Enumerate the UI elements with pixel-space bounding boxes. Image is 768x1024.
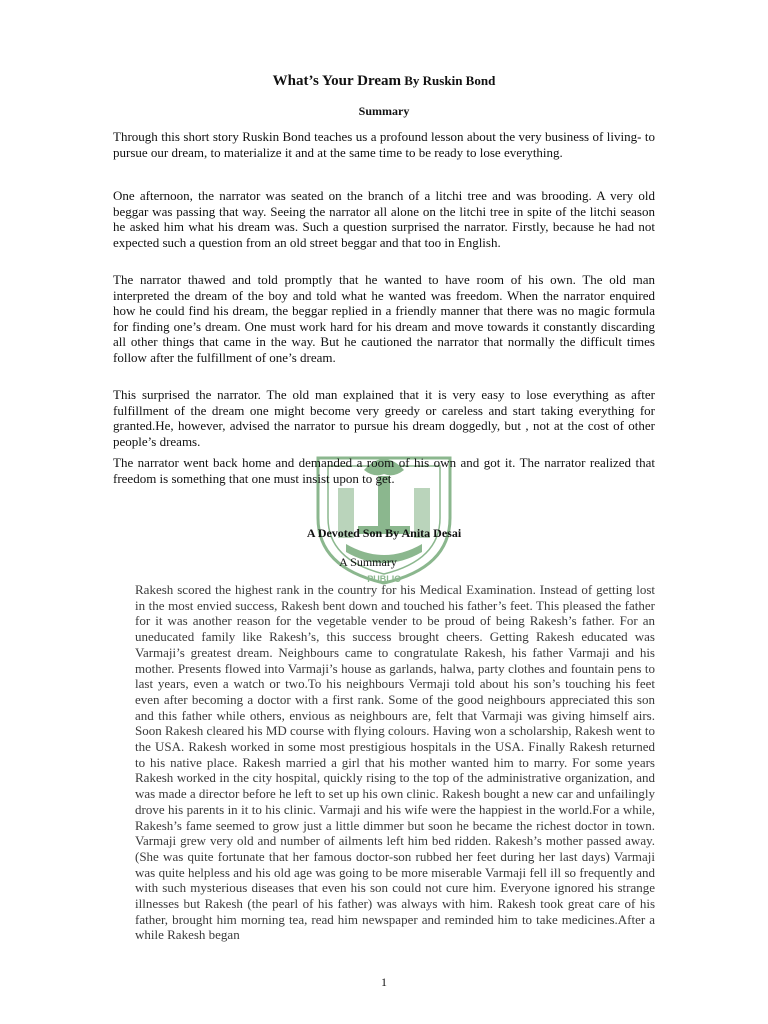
second-story-title: A Devoted Son By Anita Desai [306,526,462,540]
second-story-paragraph: Rakesh scored the highest rank in the country for his Medical Examination. Instead of getting lost in the most envied success, Rakesh bent down and touched his father’s feet. This pleased the father for it was another reason for the vegetable vender to be proud of being Rakesh’s father. For an uneducated family like Rakesh’s, this success brought cheers. Getting Rakesh educated was Varmaji’s greatest dream. Neighbours came to congratulate Rakesh, his father Varmaji and his mother. Presents flowed into Varmaji’s house as garlands, halwa, party clothes and fountain pens to last years, even a watch or two.To his neighbours Vermaji told about his son’s touching his feet even after becoming a doctor with a first rank. Some of the good neighbours appreciated this son and this father while others, envious as neighbours are, felt that Varmaji was giving himself airs. Soon Rakesh cleared his MD course with flying colours. Having won a scholarship, Rakesh went to the USA. Rakesh worked in some most prestigious hospitals in the USA. Finally Rakesh returned to his native place. Rakesh married a girl that his mother wanted him to marry. For some years Rakesh worked in the city hospital, quickly rising to the top of the administrative organization, and was made a director before he left to set up his own clinic. Rakesh bought a new car and unfailingly drove his parents in it to his clinic. Varmaji and his wife were the happiest in the world.For a while, Rakesh’s fame seemed to grow just a little dimmer but soon he became the richest doctor in town. Varmaji grew very old and number of ailments left him bed ridden. Rakesh’s mother passed away. (She was quite fortunate that her famous doctor-son rubbed her feet during her last days) Varmaji was quite helpless and his old age was going to be more miserable Varmaji fell ill so frequently and with such mysterious diseases that even his son could not cure him. Everyone ignored his strange illnesses but Rakesh (the pearl of his father) was always with him. Rakesh took great care of his father, brought him morning tea, read him newspaper and reminded him to take medicines.After a while Rakesh began [135,582,655,943]
title-main: What’s Your Dream [272,73,401,89]
paragraph-4: This surprised the narrator. The old man explained that it is very easy to lose everything as after fulfillment of the dream one might become very greedy or careless and start taking everything for granted.He, however, advised the narrator to pursue his dream doggedly, but , not at the cost of other people’s dreams. [113,387,655,449]
paragraph-5: The narrator went back home and demanded a room of his own and got it. The narrator realized that freedom is something that one must insist upon to get. [113,455,655,486]
paragraph-2: One afternoon, the narrator was seated on the branch of a litchi tree and was brooding. A very old beggar was passing that way. Seeing the narrator all alone on the litchi tree in spite of the litchi season he asked him what his dream was. Such a question surprised the narrator. Firstly, because he had not expected such a question from an old street beggar and that too in English. [113,188,655,250]
summary-heading: Summary [358,104,410,118]
page-number: 1 [381,975,387,989]
paragraph-3: The narrator thawed and told promptly that he wanted to have room of his own. The old man interpreted the dream of the boy and told what he wanted was freedom. When the narrator enquired how he could find his dream, the beggar replied in a friendly manner that there was no magic formula for finding one’s dream. One must work hard for his dream and move towards it constantly discarding all other things that came in the way. But he cautioned the narrator that normally the difficult times follow after the fulfillment of one’s dream. [113,272,655,365]
second-summary-heading: A Summary [339,555,397,569]
title-author: By Ruskin Bond [401,73,496,88]
page-title [0,73,768,90]
paragraph-1: Through this short story Ruskin Bond teaches us a profound lesson about the very business of living- to pursue our dream, to materialize it and at the same time to be ready to lose everything. [113,129,655,160]
watermark-text: PUBLIC [367,574,401,584]
